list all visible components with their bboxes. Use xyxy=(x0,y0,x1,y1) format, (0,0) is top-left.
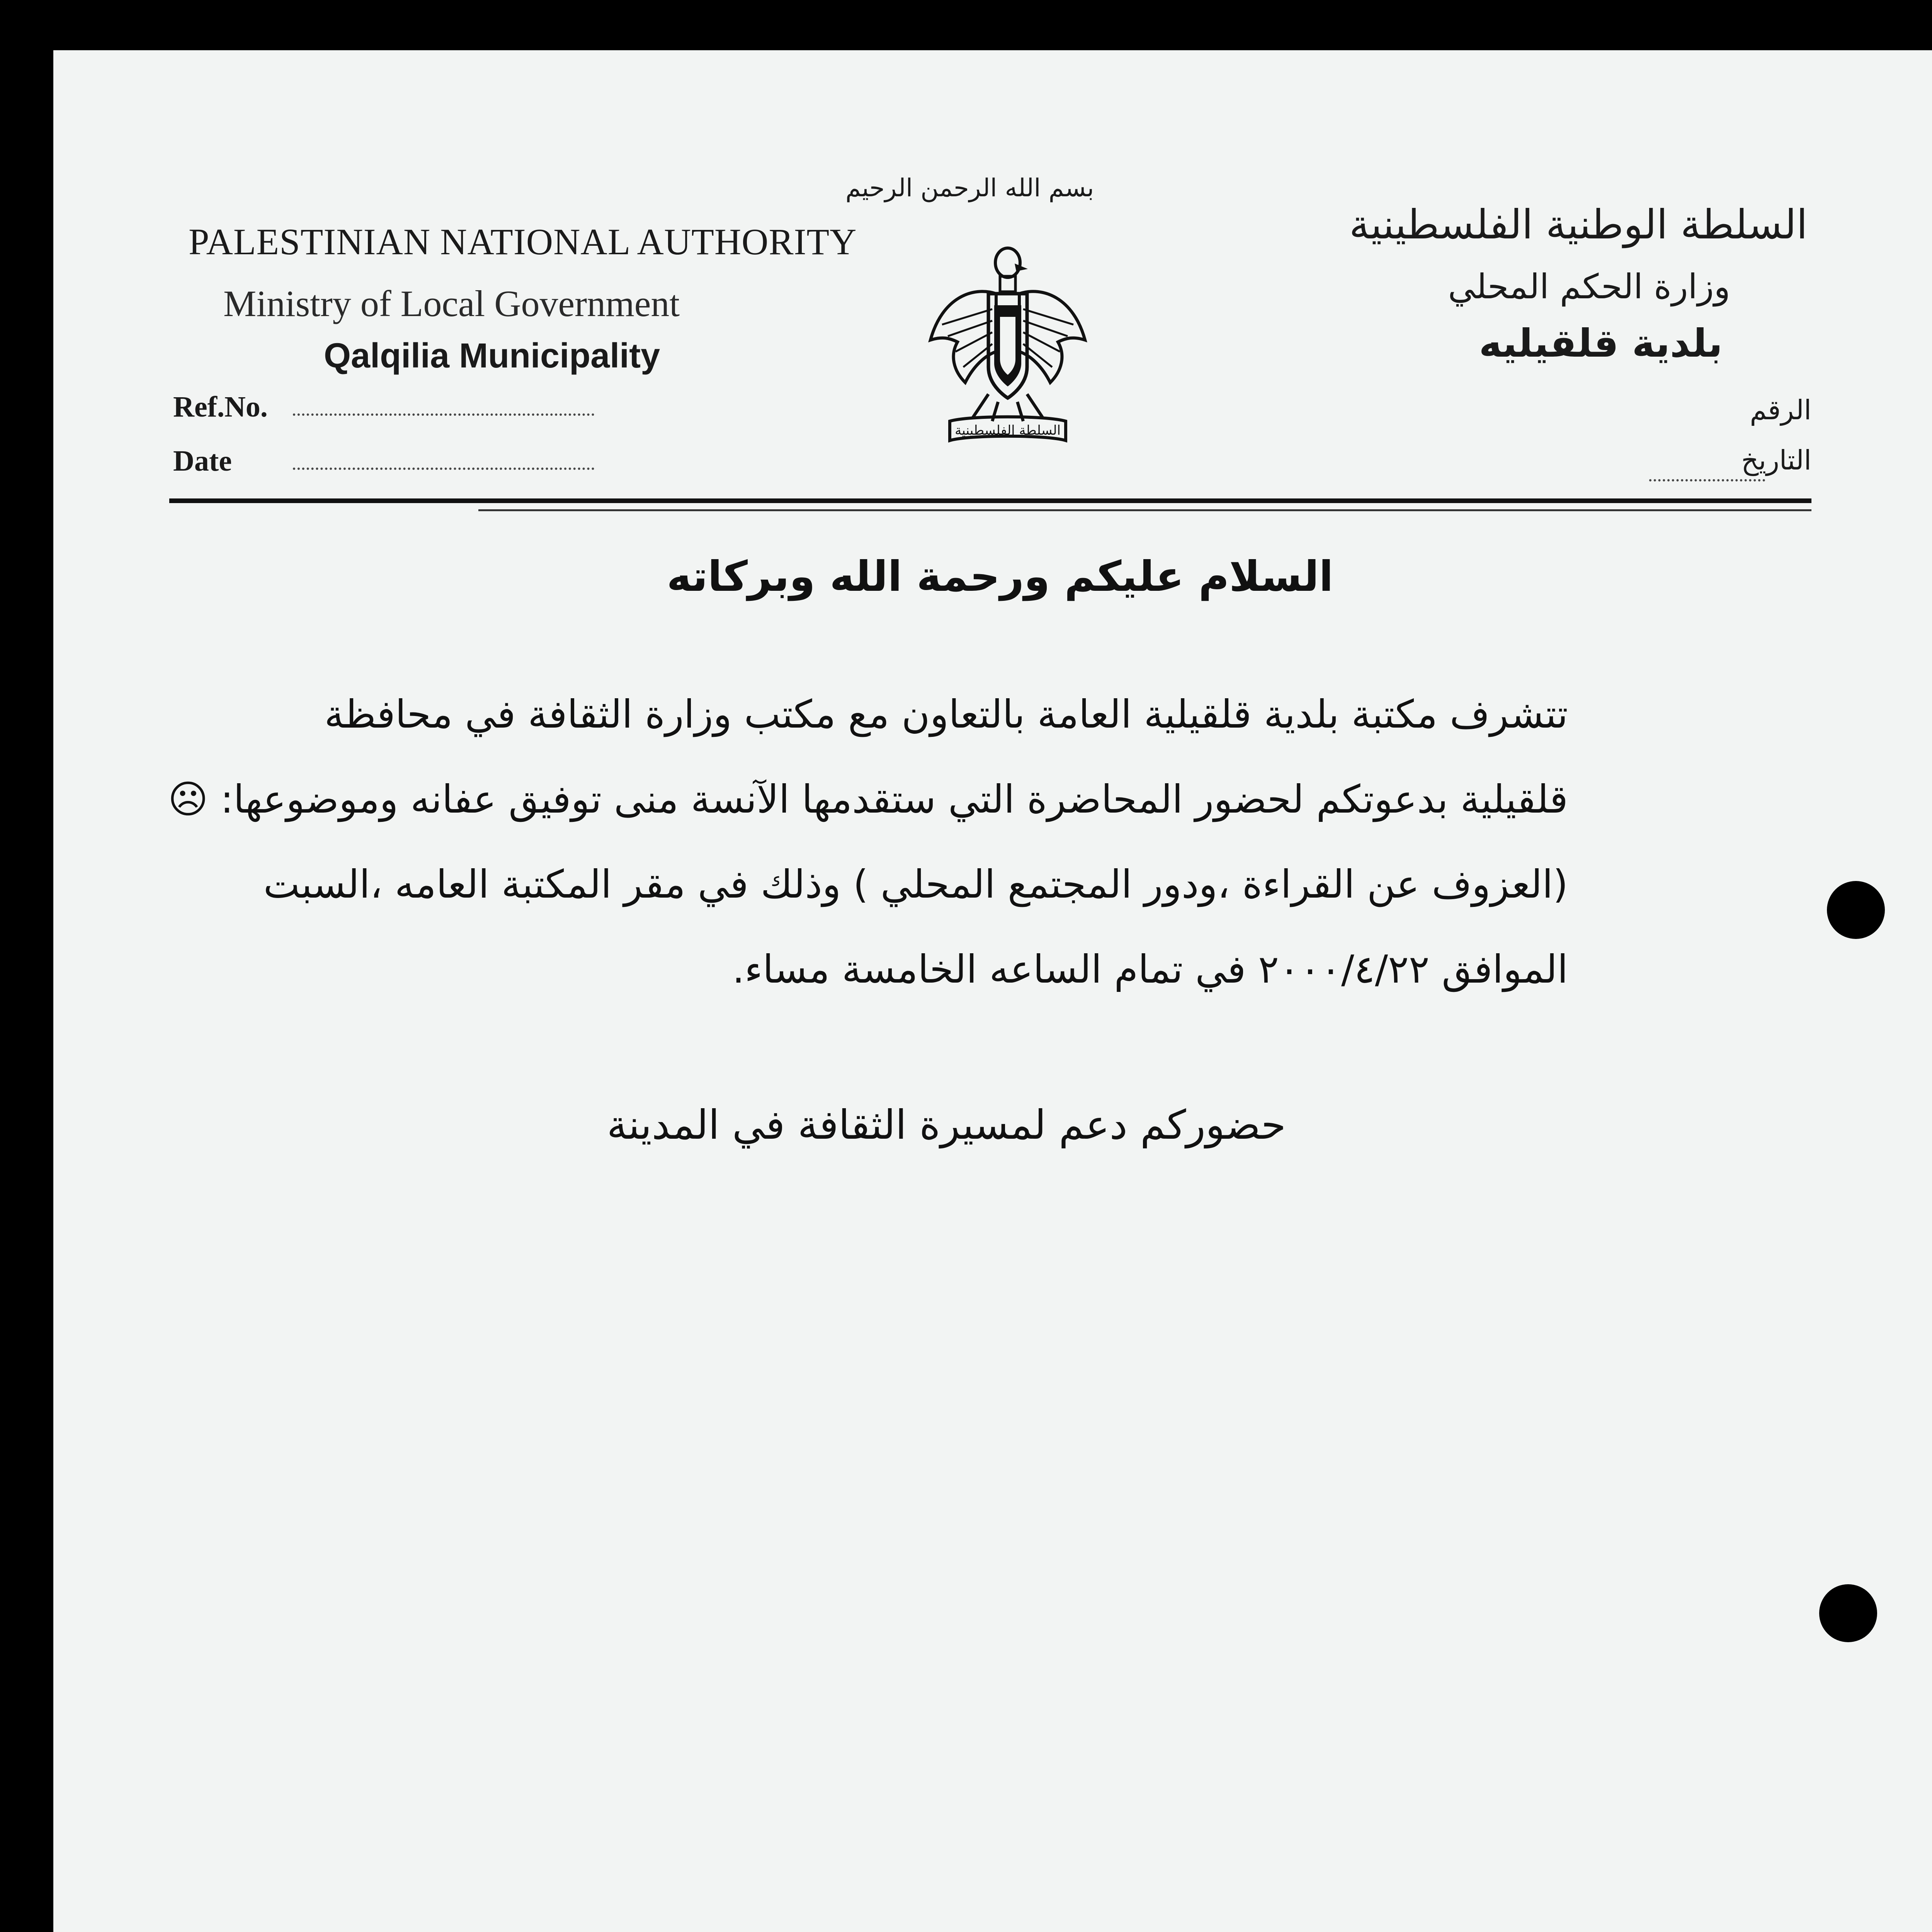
paragraph-line: (العزوف عن القراءة ،ودور المجتمع المحلي ) وذلك في مقر المكتبة العامه ،السبت xyxy=(263,862,1568,907)
paragraph-line: تتشرف مكتبة بلدية قلقيلية العامة بالتعاون مع مكتب وزارة الثقافة في محافظة xyxy=(324,692,1568,737)
english-ministry-name: Ministry of Local Government xyxy=(223,283,680,324)
letter-sheet xyxy=(53,50,1932,1932)
paragraph-line: قلقيلية بدعوتكم لحضور المحاضرة التي ستقدمها الآنسة منى توفيق عفانه وموضوعها: ☹ xyxy=(168,777,1568,822)
arabic-authority-name: السلطة الوطنية الفلسطينية xyxy=(1349,201,1808,248)
arabic-date-dotted-line xyxy=(1649,479,1765,481)
english-authority-name: PALESTINIAN NATIONAL AUTHORITY xyxy=(189,221,857,262)
arabic-ref-label: الرقم xyxy=(1750,394,1811,426)
english-municipality-name: Qalqilia Municipality xyxy=(324,337,660,375)
palestinian-eagle-emblem-icon xyxy=(927,240,1089,456)
date-dotted-line xyxy=(293,468,594,470)
arabic-municipality-name: بلدية قلقيليه xyxy=(1479,321,1723,366)
closing-line: حضوركم دعم لمسيرة الثقافة في المدينة xyxy=(607,1101,1286,1148)
punch-hole xyxy=(1827,881,1885,939)
arabic-date-label: التاريخ xyxy=(1741,444,1811,476)
english-ref-label: Ref.No. xyxy=(173,391,268,423)
emblem-caption: السلطة الفلسطينية xyxy=(955,423,1061,438)
english-date-label: Date xyxy=(173,445,232,477)
greeting: السلام عليكم ورحمة الله وبركاته xyxy=(667,553,1333,601)
basmala: بسم الله الرحمن الرحيم xyxy=(845,174,1094,202)
ref-dotted-line xyxy=(293,413,594,416)
header-divider xyxy=(169,498,1811,503)
header-divider-thin xyxy=(478,509,1811,511)
punch-hole xyxy=(1819,1584,1877,1642)
paragraph-line: الموافق ٢٠٠٠/٤/٢٢ في تمام الساعه الخامسة مساء. xyxy=(732,947,1568,992)
arabic-ministry-name: وزارة الحكم المحلي xyxy=(1448,267,1730,306)
